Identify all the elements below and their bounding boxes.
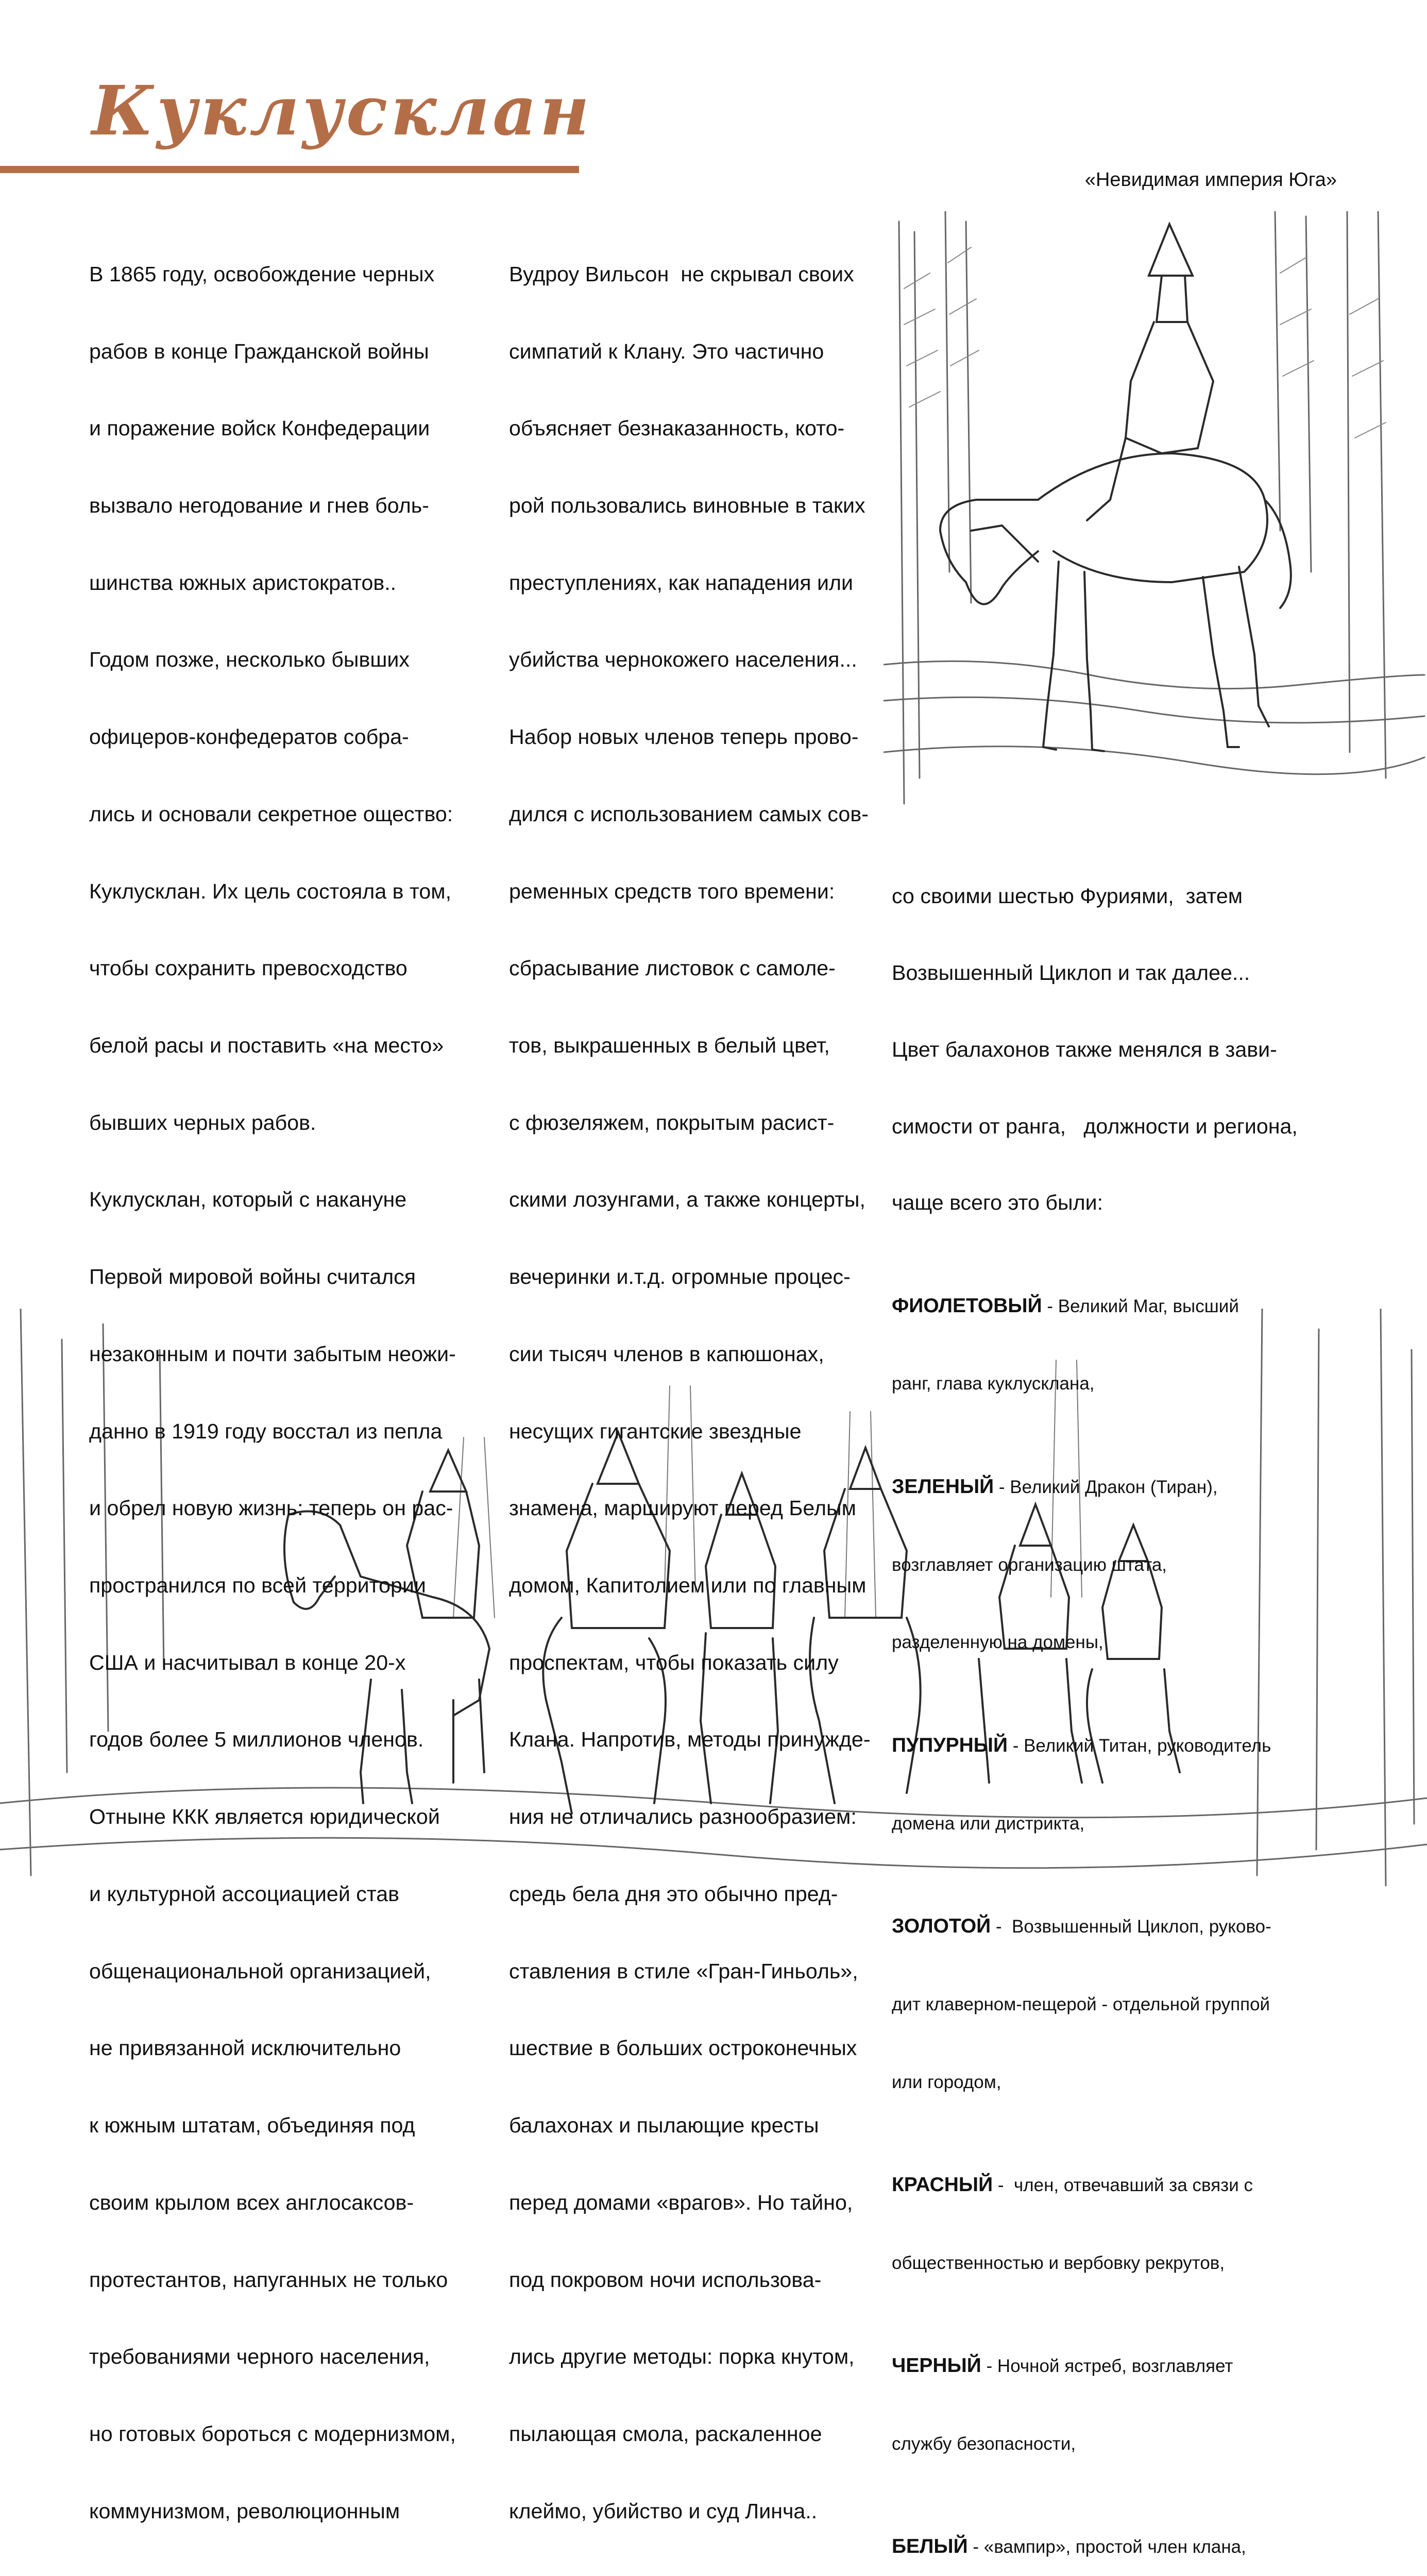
rank-description: - «вампир», простой член клана, [967, 2537, 1246, 2557]
text-line: под покровом ночи использова- [509, 2267, 822, 2292]
text-line: сбрасывание листовок с самоле- [509, 956, 836, 980]
text-line: Набор новых членов теперь прово- [509, 725, 859, 749]
text-line: общенациональной организацией, [89, 1959, 431, 1983]
text-column-3 [892, 833, 1298, 2576]
rank-violet-cont [892, 1370, 1298, 1397]
rank-description: разделенную на домены, [892, 1632, 1103, 1653]
rank-green [892, 1473, 1298, 1500]
text-line: своим крылом всех англосаксов- [89, 2190, 414, 2214]
text-line: и обрел новую жизнь: теперь он рас- [89, 1496, 453, 1520]
text-line: вечеринки и.т.д. огромные процес- [509, 1265, 851, 1289]
rank-description: или городом, [892, 2072, 1001, 2092]
text-line: клеймо, убийство и суд Линча.. [509, 2499, 818, 2523]
rank-description: - Ночной ястреб, возглавляет [981, 2356, 1233, 2377]
text-line: перед домами «врагов». Но тайно, [509, 2190, 853, 2214]
rank-gold [892, 1913, 1298, 1940]
text-line: офицеров-конфедератов собра- [89, 725, 409, 749]
text-line: преступлениях, как нападения или [509, 570, 854, 595]
text-line: несущих гигантские звездные [509, 1419, 802, 1443]
text-line: Цвет балахонов также менялся в зави- [892, 1037, 1277, 1061]
text-line: дился с использованием самых сов- [509, 802, 869, 826]
rank-description: - Великий Маг, высший [1042, 1296, 1239, 1316]
text-line: годов более 5 миллионов членов. [89, 1727, 424, 1752]
text-line [509, 2575, 872, 2576]
rank-description: общественностью и вербовку рекрутов, [892, 2252, 1225, 2273]
text-column-1 [89, 210, 456, 2576]
text-line: ставления в стиле «Гран-Гиньоль», [509, 1959, 858, 1983]
rank-red [892, 2172, 1298, 2198]
rank-name: ЗЕЛЕНЫЙ [892, 1475, 994, 1498]
text-line: средь бела дня это обычно пред- [509, 1882, 838, 1906]
text-line: но готовых бороться с модернизмом, [89, 2421, 456, 2446]
title-rule [0, 166, 579, 173]
rank-description: - Возвышенный Циклоп, руково- [991, 1916, 1271, 1937]
text-line: сии тысяч членов в капюшонах, [509, 1342, 824, 1366]
text-line: пространился по всей территории [89, 1573, 426, 1598]
text-line: протестантов, напуганных не только [89, 2267, 448, 2292]
text-line: чаще всего это были: [892, 1191, 1103, 1215]
text-line: белой расы и поставить «на место» [89, 1033, 444, 1057]
rank-description: - Великий Дракон (Тиран), [994, 1477, 1218, 1497]
text-line: шинства южных аристократов.. [89, 570, 397, 595]
text-line: тов, выкрашенных в белый цвет, [509, 1033, 830, 1057]
text-line: к южным штатам, объединяя под [89, 2113, 415, 2138]
rank-black [892, 2352, 1298, 2379]
text-line: требованиями черного населения, [89, 2345, 430, 2369]
rank-description: - Великий Титан, руководитель [1007, 1735, 1271, 1756]
text-line: вызвало негодование и гнев боль- [89, 493, 429, 517]
rank-description: - член, отвечавший за связи с [993, 2175, 1253, 2195]
text-line: проспектам, чтобы показать силу [509, 1650, 839, 1674]
text-line: с фюзеляжем, покрытым расист- [509, 1110, 835, 1134]
rank-purple [892, 1732, 1298, 1759]
rank-black-cont [892, 2430, 1298, 2457]
text-line: Куклусклан, который с накануне [89, 1188, 407, 1212]
rank-name: БЕЛЫЙ [892, 2535, 968, 2558]
rank-description: домена или дистрикта, [892, 1813, 1085, 1834]
text-line: симости от ранга, должности и региона, [892, 1114, 1298, 1138]
text-line: не привязанной исключительно [89, 2036, 401, 2060]
text-line: симпатий к Клану. Это частично [509, 339, 824, 363]
text-line: США и насчитывал в конце 20-х [89, 1650, 406, 1674]
text-line: убийства чернокожего населения... [509, 648, 857, 672]
text-line: данно в 1919 году восстал из пепла [89, 1419, 443, 1443]
text-line: ния не отличались разнообразием: [509, 1805, 857, 1829]
text-line: и поражение войск Конфедерации [89, 416, 430, 440]
rank-white [892, 2533, 1298, 2560]
rank-name: ПУПУРНЫЙ [892, 1734, 1008, 1756]
text-line: незаконным и почти забытым неожи- [89, 1342, 456, 1366]
rank-purple-cont [892, 1810, 1298, 1837]
text-line: Возвышенный Циклоп и так далее... [892, 960, 1250, 985]
page-title: Куклусклан [92, 71, 593, 151]
text-line: знамена, маршируют перед Белым [509, 1496, 856, 1520]
text-line: чтобы сохранить превосходство [89, 956, 407, 980]
text-line: скими лозунгами, а также концерты, [509, 1188, 865, 1212]
text-line: домом, Капитолием или по главным [509, 1573, 867, 1598]
text-line: лись другие методы: порка кнутом, [509, 2345, 855, 2369]
text-line [89, 2575, 456, 2576]
hooded-rider-illustration [884, 211, 1427, 809]
rank-description: ранг, глава куклусклана, [892, 1374, 1095, 1394]
text-line: объясняет безнаказанность, кото- [509, 416, 845, 440]
text-line: Вудроу Вильсон не скрывал своих [509, 262, 854, 286]
text-line: со своими шестью Фуриями, затем [892, 884, 1243, 908]
text-line: Годом позже, несколько бывших [89, 648, 410, 672]
rank-violet [892, 1293, 1298, 1319]
rank-name: ЧЕРНЫЙ [892, 2354, 981, 2377]
text-line: лись и основали секретное ощество: [89, 802, 453, 826]
rank-name: ЗОЛОТОЙ [892, 1914, 991, 1937]
illustration-caption: «Невидимая империя Юга» [1084, 169, 1337, 191]
rank-gold-cont [892, 1991, 1298, 2018]
rank-name: КРАСНЫЙ [892, 2173, 993, 2196]
text-line: Отныне ККК является юридической [89, 1805, 440, 1829]
text-line: ременных средств того времени: [509, 879, 835, 903]
rank-red-cont [892, 2249, 1298, 2276]
rank-green-cont [892, 1551, 1298, 1578]
text-line: бывших черных рабов. [89, 1110, 316, 1134]
text-line: рой пользовались виновные в таких [509, 493, 865, 517]
rank-green-cont [892, 1629, 1298, 1655]
text-line: Первой мировой войны считался [89, 1265, 416, 1289]
text-line: В 1865 году, освобождение черных [89, 262, 435, 286]
text-line: пылающая смола, раскаленное [509, 2421, 822, 2446]
rank-description: службу безопасности, [892, 2433, 1076, 2454]
text-line: и культурной ассоциацией став [89, 1882, 400, 1906]
text-line: Куклусклан. Их цель состояла в том, [89, 879, 452, 903]
text-line: коммунизмом, революционным [89, 2499, 400, 2523]
text-line: шествие в больших остроконечных [509, 2036, 857, 2060]
text-line: рабов в конце Гражданской войны [89, 339, 429, 363]
text-line: балахонах и пылающие кресты [509, 2113, 819, 2138]
rank-description: дит клаверном-пещерой - отдельной группой [892, 1994, 1270, 2014]
rank-name: ФИОЛЕТОВЫЙ [892, 1294, 1042, 1317]
text-line: Клана. Напротив, методы принужде- [509, 1727, 871, 1752]
text-column-2 [509, 210, 872, 2576]
rank-description: возглавляет организацию штата, [892, 1554, 1167, 1575]
rank-gold-cont [892, 2069, 1298, 2095]
